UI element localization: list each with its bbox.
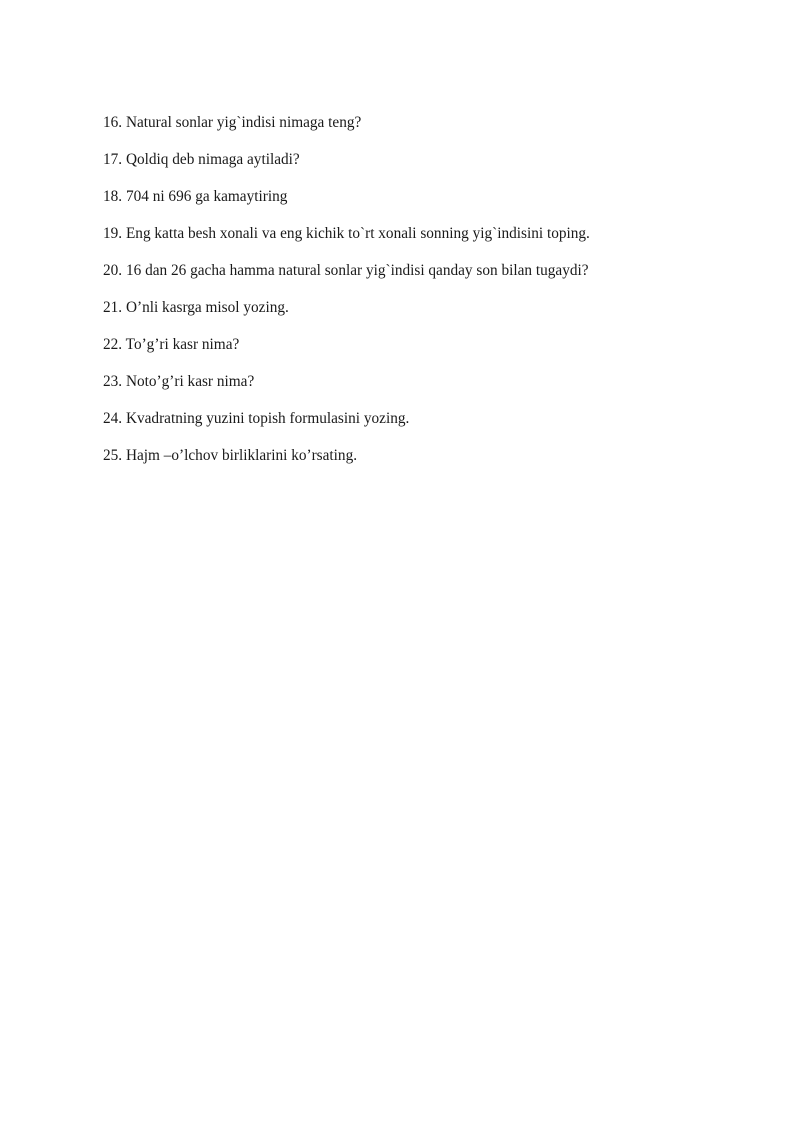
question-item: 21. O’nli kasrga misol yozing. <box>103 299 289 316</box>
question-item: 22. To’g’ri kasr nima? <box>103 336 240 353</box>
question-item: 19. Eng katta besh xonali va eng kichik to`rt xonali sonning yig`indisini toping. <box>103 225 590 242</box>
question-item: 17. Qoldiq deb nimaga aytiladi? <box>103 151 300 168</box>
question-item: 18. 704 ni 696 ga kamaytiring <box>103 188 288 205</box>
question-item: 20. 16 dan 26 gacha hamma natural sonlar yig`indisi qanday son bilan tugaydi? <box>103 262 589 279</box>
question-item: 25. Hajm –o’lchov birliklarini ko’rsating. <box>103 447 358 464</box>
question-item: 24. Kvadratning yuzini topish formulasini yozing. <box>103 410 410 427</box>
question-item: 23. Noto’g’ri kasr nima? <box>103 373 255 390</box>
question-item: 16. Natural sonlar yig`indisi nimaga teng? <box>103 114 362 131</box>
question-list <box>103 113 590 483</box>
